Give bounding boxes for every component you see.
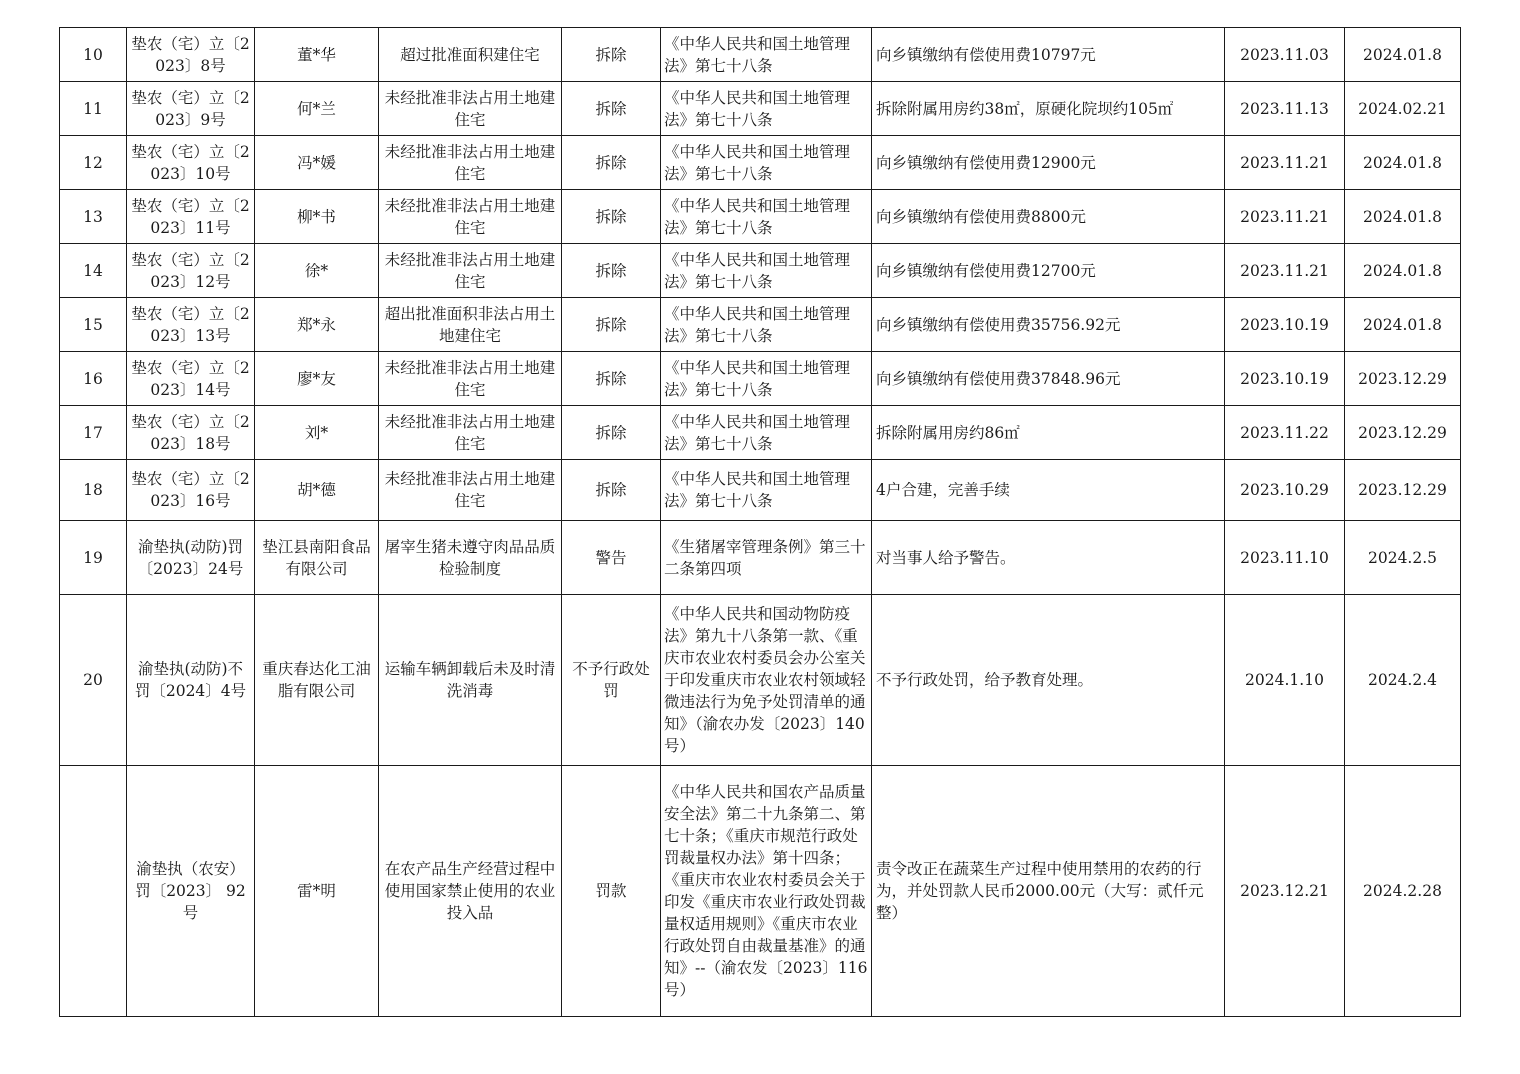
- legal-basis: 《中华人民共和国动物防疫法》第九十八条第一款、《重庆市农业农村委员会办公室关于印发重庆市农业农村领域轻微违法行为免予处罚清单的通知》（渝农办发〔2023〕140号）: [661, 595, 872, 766]
- completion-date: 2023.12.29: [1345, 406, 1461, 460]
- completion-date: 2023.12.29: [1345, 460, 1461, 521]
- party-name: 刘*: [255, 406, 379, 460]
- penalty-result: 向乡镇缴纳有偿使用费10797元: [872, 28, 1225, 82]
- penalty-type: 拆除: [562, 406, 661, 460]
- completion-date: 2023.12.29: [1345, 352, 1461, 406]
- violation: 未经批准非法占用土地建住宅: [379, 352, 562, 406]
- legal-basis: 《中华人民共和国土地管理法》第七十八条: [661, 244, 872, 298]
- table-row: [60, 406, 1461, 460]
- completion-date: 2024.01.8: [1345, 298, 1461, 352]
- penalty-result: 向乡镇缴纳有偿使用费37848.96元: [872, 352, 1225, 406]
- case-document-number: 垫农（宅）立〔2023〕16号: [127, 460, 255, 521]
- decision-date: 2023.10.19: [1225, 298, 1345, 352]
- penalty-type: 拆除: [562, 352, 661, 406]
- table-row: [60, 595, 1461, 766]
- penalty-type: 拆除: [562, 82, 661, 136]
- party-name: 垫江县南阳食品有限公司: [255, 521, 379, 595]
- table-row: [60, 82, 1461, 136]
- row-number: 17: [60, 406, 127, 460]
- completion-date: 2024.2.28: [1345, 766, 1461, 1017]
- row-number: 16: [60, 352, 127, 406]
- decision-date: 2023.12.21: [1225, 766, 1345, 1017]
- violation: 未经批准非法占用土地建住宅: [379, 244, 562, 298]
- row-number: 15: [60, 298, 127, 352]
- penalty-result: 拆除附属用房约38㎡，原硬化院坝约105㎡: [872, 82, 1225, 136]
- penalty-type: 罚款: [562, 766, 661, 1017]
- legal-basis: 《中华人民共和国土地管理法》第七十八条: [661, 190, 872, 244]
- penalty-type: 拆除: [562, 298, 661, 352]
- case-document-number: 垫农（宅）立〔2023〕10号: [127, 136, 255, 190]
- party-name: 重庆春达化工油脂有限公司: [255, 595, 379, 766]
- legal-basis: 《中华人民共和国土地管理法》第七十八条: [661, 136, 872, 190]
- table-row: [60, 460, 1461, 521]
- row-number: 19: [60, 521, 127, 595]
- table-row: [60, 190, 1461, 244]
- completion-date: 2024.2.5: [1345, 521, 1461, 595]
- decision-date: 2023.10.29: [1225, 460, 1345, 521]
- violation: 未经批准非法占用土地建住宅: [379, 406, 562, 460]
- row-number: 20: [60, 595, 127, 766]
- penalty-result: 4户合建，完善手续: [872, 460, 1225, 521]
- table-row: [60, 766, 1461, 1017]
- completion-date: 2024.01.8: [1345, 244, 1461, 298]
- row-number: 12: [60, 136, 127, 190]
- table-row: [60, 521, 1461, 595]
- completion-date: 2024.01.8: [1345, 28, 1461, 82]
- legal-basis: 《中华人民共和国土地管理法》第七十八条: [661, 406, 872, 460]
- row-number: [60, 766, 127, 1017]
- penalty-type: 拆除: [562, 244, 661, 298]
- decision-date: 2023.11.21: [1225, 136, 1345, 190]
- violation: 屠宰生猪未遵守肉品品质检验制度: [379, 521, 562, 595]
- completion-date: 2024.2.4: [1345, 595, 1461, 766]
- violation: 运输车辆卸载后未及时清洗消毒: [379, 595, 562, 766]
- table-row: [60, 352, 1461, 406]
- table-row: [60, 28, 1461, 82]
- case-document-number: 垫农（宅）立〔2023〕11号: [127, 190, 255, 244]
- decision-date: 2023.11.21: [1225, 190, 1345, 244]
- violation: 未经批准非法占用土地建住宅: [379, 190, 562, 244]
- violation: 未经批准非法占用土地建住宅: [379, 460, 562, 521]
- party-name: 徐*: [255, 244, 379, 298]
- penalty-result: 向乡镇缴纳有偿使用费35756.92元: [872, 298, 1225, 352]
- legal-basis: 《中华人民共和国土地管理法》第七十八条: [661, 28, 872, 82]
- decision-date: 2023.11.10: [1225, 521, 1345, 595]
- party-name: 胡*德: [255, 460, 379, 521]
- penalty-type: 警告: [562, 521, 661, 595]
- legal-basis: 《中华人民共和国土地管理法》第七十八条: [661, 352, 872, 406]
- row-number: 11: [60, 82, 127, 136]
- case-document-number: 垫农（宅）立〔2023〕13号: [127, 298, 255, 352]
- party-name: 何*兰: [255, 82, 379, 136]
- legal-basis: 《中华人民共和国土地管理法》第七十八条: [661, 460, 872, 521]
- legal-basis: 《中华人民共和国土地管理法》第七十八条: [661, 298, 872, 352]
- penalty-result: 拆除附属用房约86㎡: [872, 406, 1225, 460]
- decision-date: 2023.10.19: [1225, 352, 1345, 406]
- party-name: 郑*永: [255, 298, 379, 352]
- decision-date: 2023.11.13: [1225, 82, 1345, 136]
- party-name: 廖*友: [255, 352, 379, 406]
- case-document-number: 渝垫执(动防)罚〔2023〕24号: [127, 521, 255, 595]
- row-number: 18: [60, 460, 127, 521]
- party-name: 柳*书: [255, 190, 379, 244]
- table-row: [60, 244, 1461, 298]
- row-number: 10: [60, 28, 127, 82]
- party-name: 冯*媛: [255, 136, 379, 190]
- penalty-type: 不予行政处罚: [562, 595, 661, 766]
- table-row: [60, 136, 1461, 190]
- case-document-number: 垫农（宅）立〔2023〕14号: [127, 352, 255, 406]
- decision-date: 2023.11.03: [1225, 28, 1345, 82]
- decision-date: 2023.11.21: [1225, 244, 1345, 298]
- case-document-number: 垫农（宅）立〔2023〕8号: [127, 28, 255, 82]
- penalty-result: 责令改正在蔬菜生产过程中使用禁用的农药的行为，并处罚款人民币2000.00元（大写：贰仟元整）: [872, 766, 1225, 1017]
- decision-date: 2023.11.22: [1225, 406, 1345, 460]
- penalty-result: 不予行政处罚，给予教育处理。: [872, 595, 1225, 766]
- penalty-result: 对当事人给予警告。: [872, 521, 1225, 595]
- legal-basis: 《生猪屠宰管理条例》第三十二条第四项: [661, 521, 872, 595]
- table-row: [60, 298, 1461, 352]
- party-name: 雷*明: [255, 766, 379, 1017]
- row-number: 13: [60, 190, 127, 244]
- case-document-number: 垫农（宅）立〔2023〕18号: [127, 406, 255, 460]
- legal-basis: 《中华人民共和国土地管理法》第七十八条: [661, 82, 872, 136]
- penalty-result: 向乡镇缴纳有偿使用费8800元: [872, 190, 1225, 244]
- penalty-result: 向乡镇缴纳有偿使用费12700元: [872, 244, 1225, 298]
- violation: 超出批准面积非法占用土地建住宅: [379, 298, 562, 352]
- penalty-result: 向乡镇缴纳有偿使用费12900元: [872, 136, 1225, 190]
- party-name: 董*华: [255, 28, 379, 82]
- violation: 在农产品生产经营过程中使用国家禁止使用的农业投入品: [379, 766, 562, 1017]
- completion-date: 2024.02.21: [1345, 82, 1461, 136]
- completion-date: 2024.01.8: [1345, 190, 1461, 244]
- violation: 超过批准面积建住宅: [379, 28, 562, 82]
- completion-date: 2024.01.8: [1345, 136, 1461, 190]
- decision-date: 2024.1.10: [1225, 595, 1345, 766]
- row-number: 14: [60, 244, 127, 298]
- table-body: [60, 28, 1461, 1017]
- case-document-number: 垫农（宅）立〔2023〕9号: [127, 82, 255, 136]
- penalty-type: 拆除: [562, 460, 661, 521]
- penalty-type: 拆除: [562, 28, 661, 82]
- legal-basis: 《中华人民共和国农产品质量安全法》第二十九条第二、第七十条；《重庆市规范行政处罚裁量权办法》第十四条；《重庆市农业农村委员会关于印发《重庆市农业行政处罚裁量权适用规则》《重庆市农业行政处罚自由裁量基准》的通知》--（渝农发〔2023〕116号）: [661, 766, 872, 1017]
- enforcement-records-table: [59, 27, 1461, 1017]
- case-document-number: 垫农（宅）立〔2023〕12号: [127, 244, 255, 298]
- violation: 未经批准非法占用土地建住宅: [379, 82, 562, 136]
- case-document-number: 渝垫执(动防)不罚〔2024〕4号: [127, 595, 255, 766]
- case-document-number: 渝垫执（农安）罚〔2023〕 92 号: [127, 766, 255, 1017]
- violation: 未经批准非法占用土地建住宅: [379, 136, 562, 190]
- penalty-type: 拆除: [562, 190, 661, 244]
- penalty-type: 拆除: [562, 136, 661, 190]
